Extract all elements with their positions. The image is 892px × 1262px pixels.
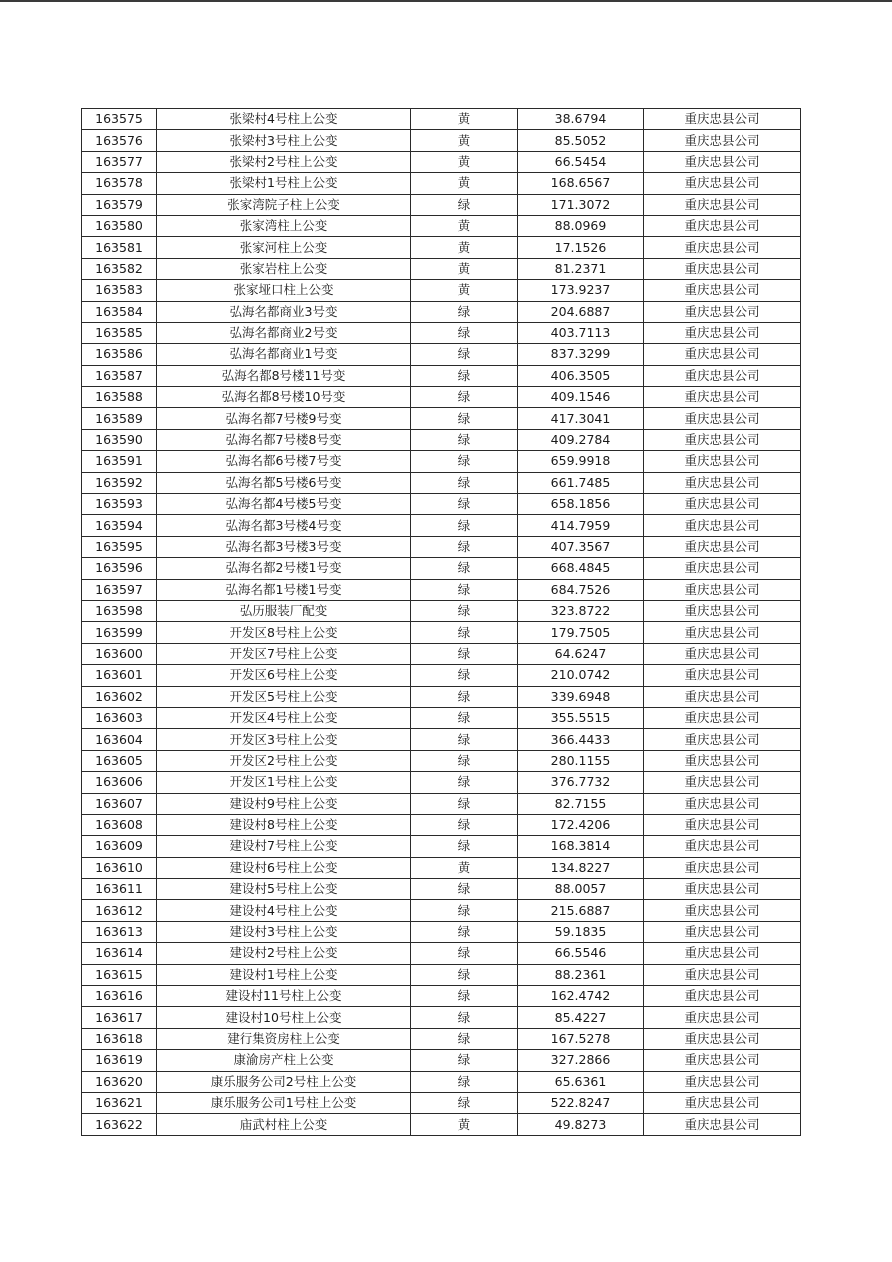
company-cell: 重庆忠县公司 bbox=[644, 173, 801, 194]
status-cell: 绿 bbox=[411, 515, 518, 536]
table-row bbox=[82, 686, 801, 707]
row-id-cell: 163608 bbox=[82, 814, 157, 835]
value-cell: 355.5515 bbox=[518, 707, 644, 728]
transformer-name-cell: 开发区4号柱上公变 bbox=[157, 707, 411, 728]
value-cell: 407.3567 bbox=[518, 536, 644, 557]
status-cell: 黄 bbox=[411, 173, 518, 194]
transformer-name-cell: 建设村1号柱上公变 bbox=[157, 964, 411, 985]
company-cell: 重庆忠县公司 bbox=[644, 151, 801, 172]
company-cell: 重庆忠县公司 bbox=[644, 536, 801, 557]
row-id-cell: 163601 bbox=[82, 665, 157, 686]
table-row bbox=[82, 536, 801, 557]
transformer-name-cell: 建设村9号柱上公变 bbox=[157, 793, 411, 814]
company-cell: 重庆忠县公司 bbox=[644, 600, 801, 621]
transformer-name-cell: 弘海名都4号楼5号变 bbox=[157, 494, 411, 515]
status-cell: 黄 bbox=[411, 237, 518, 258]
table-row bbox=[82, 879, 801, 900]
table-row bbox=[82, 836, 801, 857]
row-id-cell: 163611 bbox=[82, 879, 157, 900]
transformer-name-cell: 弘海名都8号楼10号变 bbox=[157, 387, 411, 408]
transformer-name-cell: 康乐服务公司1号柱上公变 bbox=[157, 1092, 411, 1113]
transformer-name-cell: 建设村10号柱上公变 bbox=[157, 1007, 411, 1028]
value-cell: 82.7155 bbox=[518, 793, 644, 814]
table-row bbox=[82, 515, 801, 536]
row-id-cell: 163592 bbox=[82, 472, 157, 493]
value-cell: 659.9918 bbox=[518, 451, 644, 472]
transformer-name-cell: 弘海名都7号楼9号变 bbox=[157, 408, 411, 429]
transformer-name-cell: 弘海名都3号楼3号变 bbox=[157, 536, 411, 557]
value-cell: 403.7113 bbox=[518, 322, 644, 343]
status-cell: 绿 bbox=[411, 686, 518, 707]
transformer-name-cell: 弘海名都商业1号变 bbox=[157, 344, 411, 365]
value-cell: 66.5454 bbox=[518, 151, 644, 172]
transformer-name-cell: 建设村7号柱上公变 bbox=[157, 836, 411, 857]
company-cell: 重庆忠县公司 bbox=[644, 643, 801, 664]
company-cell: 重庆忠县公司 bbox=[644, 622, 801, 643]
status-cell: 黄 bbox=[411, 130, 518, 151]
transformer-name-cell: 建设村6号柱上公变 bbox=[157, 857, 411, 878]
table-row bbox=[82, 194, 801, 215]
status-cell: 绿 bbox=[411, 622, 518, 643]
transformer-name-cell: 开发区8号柱上公变 bbox=[157, 622, 411, 643]
row-id-cell: 163604 bbox=[82, 729, 157, 750]
transformer-name-cell: 开发区6号柱上公变 bbox=[157, 665, 411, 686]
transformer-name-cell: 弘海名都5号楼6号变 bbox=[157, 472, 411, 493]
status-cell: 绿 bbox=[411, 643, 518, 664]
transformer-name-cell: 弘历服装厂配变 bbox=[157, 600, 411, 621]
status-cell: 绿 bbox=[411, 344, 518, 365]
company-cell: 重庆忠县公司 bbox=[644, 943, 801, 964]
status-cell: 绿 bbox=[411, 429, 518, 450]
row-id-cell: 163619 bbox=[82, 1050, 157, 1071]
value-cell: 168.6567 bbox=[518, 173, 644, 194]
transformer-name-cell: 张家垭口柱上公变 bbox=[157, 280, 411, 301]
company-cell: 重庆忠县公司 bbox=[644, 836, 801, 857]
row-id-cell: 163610 bbox=[82, 857, 157, 878]
status-cell: 绿 bbox=[411, 750, 518, 771]
status-cell: 绿 bbox=[411, 964, 518, 985]
value-cell: 173.9237 bbox=[518, 280, 644, 301]
row-id-cell: 163585 bbox=[82, 322, 157, 343]
transformer-name-cell: 张家湾院子柱上公变 bbox=[157, 194, 411, 215]
status-cell: 黄 bbox=[411, 857, 518, 878]
row-id-cell: 163583 bbox=[82, 280, 157, 301]
status-cell: 绿 bbox=[411, 494, 518, 515]
status-cell: 黄 bbox=[411, 215, 518, 236]
value-cell: 168.3814 bbox=[518, 836, 644, 857]
row-id-cell: 163600 bbox=[82, 643, 157, 664]
table-row bbox=[82, 579, 801, 600]
table-row bbox=[82, 344, 801, 365]
value-cell: 66.5546 bbox=[518, 943, 644, 964]
company-cell: 重庆忠县公司 bbox=[644, 365, 801, 386]
status-cell: 黄 bbox=[411, 151, 518, 172]
company-cell: 重庆忠县公司 bbox=[644, 558, 801, 579]
company-cell: 重庆忠县公司 bbox=[644, 258, 801, 279]
transformer-name-cell: 开发区2号柱上公变 bbox=[157, 750, 411, 771]
table-row bbox=[82, 1007, 801, 1028]
row-id-cell: 163591 bbox=[82, 451, 157, 472]
table-row bbox=[82, 387, 801, 408]
row-id-cell: 163617 bbox=[82, 1007, 157, 1028]
row-id-cell: 163613 bbox=[82, 921, 157, 942]
status-cell: 绿 bbox=[411, 600, 518, 621]
value-cell: 204.6887 bbox=[518, 301, 644, 322]
value-cell: 17.1526 bbox=[518, 237, 644, 258]
value-cell: 64.6247 bbox=[518, 643, 644, 664]
row-id-cell: 163579 bbox=[82, 194, 157, 215]
company-cell: 重庆忠县公司 bbox=[644, 1050, 801, 1071]
row-id-cell: 163615 bbox=[82, 964, 157, 985]
transformer-name-cell: 张家湾柱上公变 bbox=[157, 215, 411, 236]
table-row bbox=[82, 301, 801, 322]
status-cell: 黄 bbox=[411, 1114, 518, 1135]
transformer-name-cell: 庙武村柱上公变 bbox=[157, 1114, 411, 1135]
company-cell: 重庆忠县公司 bbox=[644, 665, 801, 686]
status-cell: 黄 bbox=[411, 258, 518, 279]
value-cell: 414.7959 bbox=[518, 515, 644, 536]
row-id-cell: 163593 bbox=[82, 494, 157, 515]
value-cell: 409.2784 bbox=[518, 429, 644, 450]
value-cell: 59.1835 bbox=[518, 921, 644, 942]
row-id-cell: 163622 bbox=[82, 1114, 157, 1135]
row-id-cell: 163602 bbox=[82, 686, 157, 707]
value-cell: 88.0969 bbox=[518, 215, 644, 236]
status-cell: 绿 bbox=[411, 451, 518, 472]
table-row bbox=[82, 772, 801, 793]
value-cell: 172.4206 bbox=[518, 814, 644, 835]
company-cell: 重庆忠县公司 bbox=[644, 109, 801, 130]
table-row bbox=[82, 1092, 801, 1113]
table-row bbox=[82, 707, 801, 728]
company-cell: 重庆忠县公司 bbox=[644, 814, 801, 835]
table-body bbox=[82, 109, 801, 1136]
company-cell: 重庆忠县公司 bbox=[644, 237, 801, 258]
value-cell: 38.6794 bbox=[518, 109, 644, 130]
row-id-cell: 163618 bbox=[82, 1028, 157, 1049]
row-id-cell: 163581 bbox=[82, 237, 157, 258]
row-id-cell: 163588 bbox=[82, 387, 157, 408]
company-cell: 重庆忠县公司 bbox=[644, 408, 801, 429]
transformer-name-cell: 建设村5号柱上公变 bbox=[157, 879, 411, 900]
value-cell: 81.2371 bbox=[518, 258, 644, 279]
status-cell: 绿 bbox=[411, 472, 518, 493]
status-cell: 绿 bbox=[411, 772, 518, 793]
status-cell: 绿 bbox=[411, 536, 518, 557]
table-row bbox=[82, 472, 801, 493]
status-cell: 绿 bbox=[411, 900, 518, 921]
value-cell: 366.4433 bbox=[518, 729, 644, 750]
status-cell: 绿 bbox=[411, 301, 518, 322]
company-cell: 重庆忠县公司 bbox=[644, 750, 801, 771]
row-id-cell: 163580 bbox=[82, 215, 157, 236]
table-row bbox=[82, 1114, 801, 1135]
value-cell: 280.1155 bbox=[518, 750, 644, 771]
company-cell: 重庆忠县公司 bbox=[644, 1114, 801, 1135]
company-cell: 重庆忠县公司 bbox=[644, 579, 801, 600]
table-row bbox=[82, 814, 801, 835]
transformer-name-cell: 张梁村2号柱上公变 bbox=[157, 151, 411, 172]
status-cell: 绿 bbox=[411, 1071, 518, 1092]
transformer-name-cell: 张家河柱上公变 bbox=[157, 237, 411, 258]
value-cell: 134.8227 bbox=[518, 857, 644, 878]
table-row bbox=[82, 365, 801, 386]
table-row bbox=[82, 322, 801, 343]
table-row bbox=[82, 109, 801, 130]
status-cell: 绿 bbox=[411, 387, 518, 408]
value-cell: 85.4227 bbox=[518, 1007, 644, 1028]
company-cell: 重庆忠县公司 bbox=[644, 793, 801, 814]
transformer-table bbox=[81, 108, 801, 1136]
transformer-name-cell: 弘海名都8号楼11号变 bbox=[157, 365, 411, 386]
status-cell: 绿 bbox=[411, 921, 518, 942]
table-row bbox=[82, 151, 801, 172]
status-cell: 绿 bbox=[411, 943, 518, 964]
transformer-name-cell: 开发区7号柱上公变 bbox=[157, 643, 411, 664]
row-id-cell: 163614 bbox=[82, 943, 157, 964]
company-cell: 重庆忠县公司 bbox=[644, 494, 801, 515]
row-id-cell: 163612 bbox=[82, 900, 157, 921]
status-cell: 绿 bbox=[411, 836, 518, 857]
row-id-cell: 163596 bbox=[82, 558, 157, 579]
transformer-name-cell: 开发区1号柱上公变 bbox=[157, 772, 411, 793]
company-cell: 重庆忠县公司 bbox=[644, 322, 801, 343]
row-id-cell: 163594 bbox=[82, 515, 157, 536]
value-cell: 661.7485 bbox=[518, 472, 644, 493]
row-id-cell: 163578 bbox=[82, 173, 157, 194]
row-id-cell: 163621 bbox=[82, 1092, 157, 1113]
value-cell: 65.6361 bbox=[518, 1071, 644, 1092]
value-cell: 409.1546 bbox=[518, 387, 644, 408]
value-cell: 376.7732 bbox=[518, 772, 644, 793]
row-id-cell: 163605 bbox=[82, 750, 157, 771]
status-cell: 绿 bbox=[411, 1050, 518, 1071]
row-id-cell: 163598 bbox=[82, 600, 157, 621]
row-id-cell: 163607 bbox=[82, 793, 157, 814]
company-cell: 重庆忠县公司 bbox=[644, 215, 801, 236]
company-cell: 重庆忠县公司 bbox=[644, 707, 801, 728]
company-cell: 重庆忠县公司 bbox=[644, 857, 801, 878]
status-cell: 黄 bbox=[411, 109, 518, 130]
row-id-cell: 163589 bbox=[82, 408, 157, 429]
row-id-cell: 163595 bbox=[82, 536, 157, 557]
transformer-name-cell: 建行集资房柱上公变 bbox=[157, 1028, 411, 1049]
status-cell: 绿 bbox=[411, 665, 518, 686]
company-cell: 重庆忠县公司 bbox=[644, 451, 801, 472]
transformer-name-cell: 张梁村1号柱上公变 bbox=[157, 173, 411, 194]
row-id-cell: 163577 bbox=[82, 151, 157, 172]
row-id-cell: 163575 bbox=[82, 109, 157, 130]
status-cell: 绿 bbox=[411, 986, 518, 1007]
row-id-cell: 163587 bbox=[82, 365, 157, 386]
value-cell: 210.0742 bbox=[518, 665, 644, 686]
company-cell: 重庆忠县公司 bbox=[644, 472, 801, 493]
company-cell: 重庆忠县公司 bbox=[644, 1092, 801, 1113]
table-row bbox=[82, 600, 801, 621]
status-cell: 绿 bbox=[411, 793, 518, 814]
value-cell: 171.3072 bbox=[518, 194, 644, 215]
table-row bbox=[82, 665, 801, 686]
transformer-name-cell: 康渝房产柱上公变 bbox=[157, 1050, 411, 1071]
row-id-cell: 163609 bbox=[82, 836, 157, 857]
table-row bbox=[82, 729, 801, 750]
value-cell: 88.2361 bbox=[518, 964, 644, 985]
company-cell: 重庆忠县公司 bbox=[644, 686, 801, 707]
transformer-name-cell: 弘海名都3号楼4号变 bbox=[157, 515, 411, 536]
value-cell: 522.8247 bbox=[518, 1092, 644, 1113]
table-row bbox=[82, 408, 801, 429]
company-cell: 重庆忠县公司 bbox=[644, 1071, 801, 1092]
table-row bbox=[82, 793, 801, 814]
transformer-name-cell: 弘海名都2号楼1号变 bbox=[157, 558, 411, 579]
status-cell: 黄 bbox=[411, 280, 518, 301]
transformer-name-cell: 建设村2号柱上公变 bbox=[157, 943, 411, 964]
status-cell: 绿 bbox=[411, 408, 518, 429]
company-cell: 重庆忠县公司 bbox=[644, 280, 801, 301]
company-cell: 重庆忠县公司 bbox=[644, 301, 801, 322]
row-id-cell: 163606 bbox=[82, 772, 157, 793]
row-id-cell: 163616 bbox=[82, 986, 157, 1007]
table-row bbox=[82, 558, 801, 579]
value-cell: 339.6948 bbox=[518, 686, 644, 707]
transformer-name-cell: 康乐服务公司2号柱上公变 bbox=[157, 1071, 411, 1092]
transformer-name-cell: 开发区5号柱上公变 bbox=[157, 686, 411, 707]
company-cell: 重庆忠县公司 bbox=[644, 387, 801, 408]
company-cell: 重庆忠县公司 bbox=[644, 130, 801, 151]
status-cell: 绿 bbox=[411, 707, 518, 728]
row-id-cell: 163586 bbox=[82, 344, 157, 365]
status-cell: 绿 bbox=[411, 879, 518, 900]
value-cell: 684.7526 bbox=[518, 579, 644, 600]
table-row bbox=[82, 643, 801, 664]
row-id-cell: 163597 bbox=[82, 579, 157, 600]
status-cell: 绿 bbox=[411, 579, 518, 600]
table-row bbox=[82, 857, 801, 878]
value-cell: 162.4742 bbox=[518, 986, 644, 1007]
table-row bbox=[82, 130, 801, 151]
table-row bbox=[82, 237, 801, 258]
value-cell: 837.3299 bbox=[518, 344, 644, 365]
transformer-name-cell: 弘海名都6号楼7号变 bbox=[157, 451, 411, 472]
page-top-border bbox=[0, 0, 892, 2]
company-cell: 重庆忠县公司 bbox=[644, 986, 801, 1007]
table-row bbox=[82, 622, 801, 643]
row-id-cell: 163620 bbox=[82, 1071, 157, 1092]
table-row bbox=[82, 964, 801, 985]
transformer-name-cell: 建设村11号柱上公变 bbox=[157, 986, 411, 1007]
company-cell: 重庆忠县公司 bbox=[644, 429, 801, 450]
company-cell: 重庆忠县公司 bbox=[644, 772, 801, 793]
table-row bbox=[82, 258, 801, 279]
transformer-name-cell: 张家岩柱上公变 bbox=[157, 258, 411, 279]
company-cell: 重庆忠县公司 bbox=[644, 964, 801, 985]
transformer-name-cell: 开发区3号柱上公变 bbox=[157, 729, 411, 750]
value-cell: 417.3041 bbox=[518, 408, 644, 429]
transformer-name-cell: 弘海名都商业2号变 bbox=[157, 322, 411, 343]
company-cell: 重庆忠县公司 bbox=[644, 344, 801, 365]
status-cell: 绿 bbox=[411, 365, 518, 386]
transformer-name-cell: 建设村4号柱上公变 bbox=[157, 900, 411, 921]
table-row bbox=[82, 1028, 801, 1049]
value-cell: 668.4845 bbox=[518, 558, 644, 579]
table-row bbox=[82, 943, 801, 964]
transformer-name-cell: 弘海名都7号楼8号变 bbox=[157, 429, 411, 450]
company-cell: 重庆忠县公司 bbox=[644, 515, 801, 536]
company-cell: 重庆忠县公司 bbox=[644, 879, 801, 900]
table-row bbox=[82, 986, 801, 1007]
table-row bbox=[82, 921, 801, 942]
value-cell: 658.1856 bbox=[518, 494, 644, 515]
status-cell: 绿 bbox=[411, 558, 518, 579]
company-cell: 重庆忠县公司 bbox=[644, 1007, 801, 1028]
value-cell: 323.8722 bbox=[518, 600, 644, 621]
transformer-name-cell: 建设村8号柱上公变 bbox=[157, 814, 411, 835]
company-cell: 重庆忠县公司 bbox=[644, 729, 801, 750]
value-cell: 327.2866 bbox=[518, 1050, 644, 1071]
status-cell: 绿 bbox=[411, 729, 518, 750]
table-row bbox=[82, 429, 801, 450]
value-cell: 167.5278 bbox=[518, 1028, 644, 1049]
table-row bbox=[82, 173, 801, 194]
row-id-cell: 163576 bbox=[82, 130, 157, 151]
table-row bbox=[82, 494, 801, 515]
table-row bbox=[82, 900, 801, 921]
row-id-cell: 163584 bbox=[82, 301, 157, 322]
transformer-name-cell: 张梁村4号柱上公变 bbox=[157, 109, 411, 130]
status-cell: 绿 bbox=[411, 1028, 518, 1049]
value-cell: 215.6887 bbox=[518, 900, 644, 921]
company-cell: 重庆忠县公司 bbox=[644, 900, 801, 921]
status-cell: 绿 bbox=[411, 814, 518, 835]
transformer-name-cell: 弘海名都1号楼1号变 bbox=[157, 579, 411, 600]
row-id-cell: 163603 bbox=[82, 707, 157, 728]
status-cell: 绿 bbox=[411, 322, 518, 343]
status-cell: 绿 bbox=[411, 1007, 518, 1028]
transformer-name-cell: 张梁村3号柱上公变 bbox=[157, 130, 411, 151]
transformer-name-cell: 建设村3号柱上公变 bbox=[157, 921, 411, 942]
table-row bbox=[82, 280, 801, 301]
table-row bbox=[82, 750, 801, 771]
status-cell: 绿 bbox=[411, 194, 518, 215]
transformer-name-cell: 弘海名都商业3号变 bbox=[157, 301, 411, 322]
value-cell: 406.3505 bbox=[518, 365, 644, 386]
table-row bbox=[82, 1050, 801, 1071]
row-id-cell: 163590 bbox=[82, 429, 157, 450]
table-row bbox=[82, 1071, 801, 1092]
company-cell: 重庆忠县公司 bbox=[644, 194, 801, 215]
company-cell: 重庆忠县公司 bbox=[644, 921, 801, 942]
status-cell: 绿 bbox=[411, 1092, 518, 1113]
value-cell: 179.7505 bbox=[518, 622, 644, 643]
company-cell: 重庆忠县公司 bbox=[644, 1028, 801, 1049]
value-cell: 88.0057 bbox=[518, 879, 644, 900]
value-cell: 49.8273 bbox=[518, 1114, 644, 1135]
row-id-cell: 163582 bbox=[82, 258, 157, 279]
row-id-cell: 163599 bbox=[82, 622, 157, 643]
table-row bbox=[82, 215, 801, 236]
table-row bbox=[82, 451, 801, 472]
value-cell: 85.5052 bbox=[518, 130, 644, 151]
